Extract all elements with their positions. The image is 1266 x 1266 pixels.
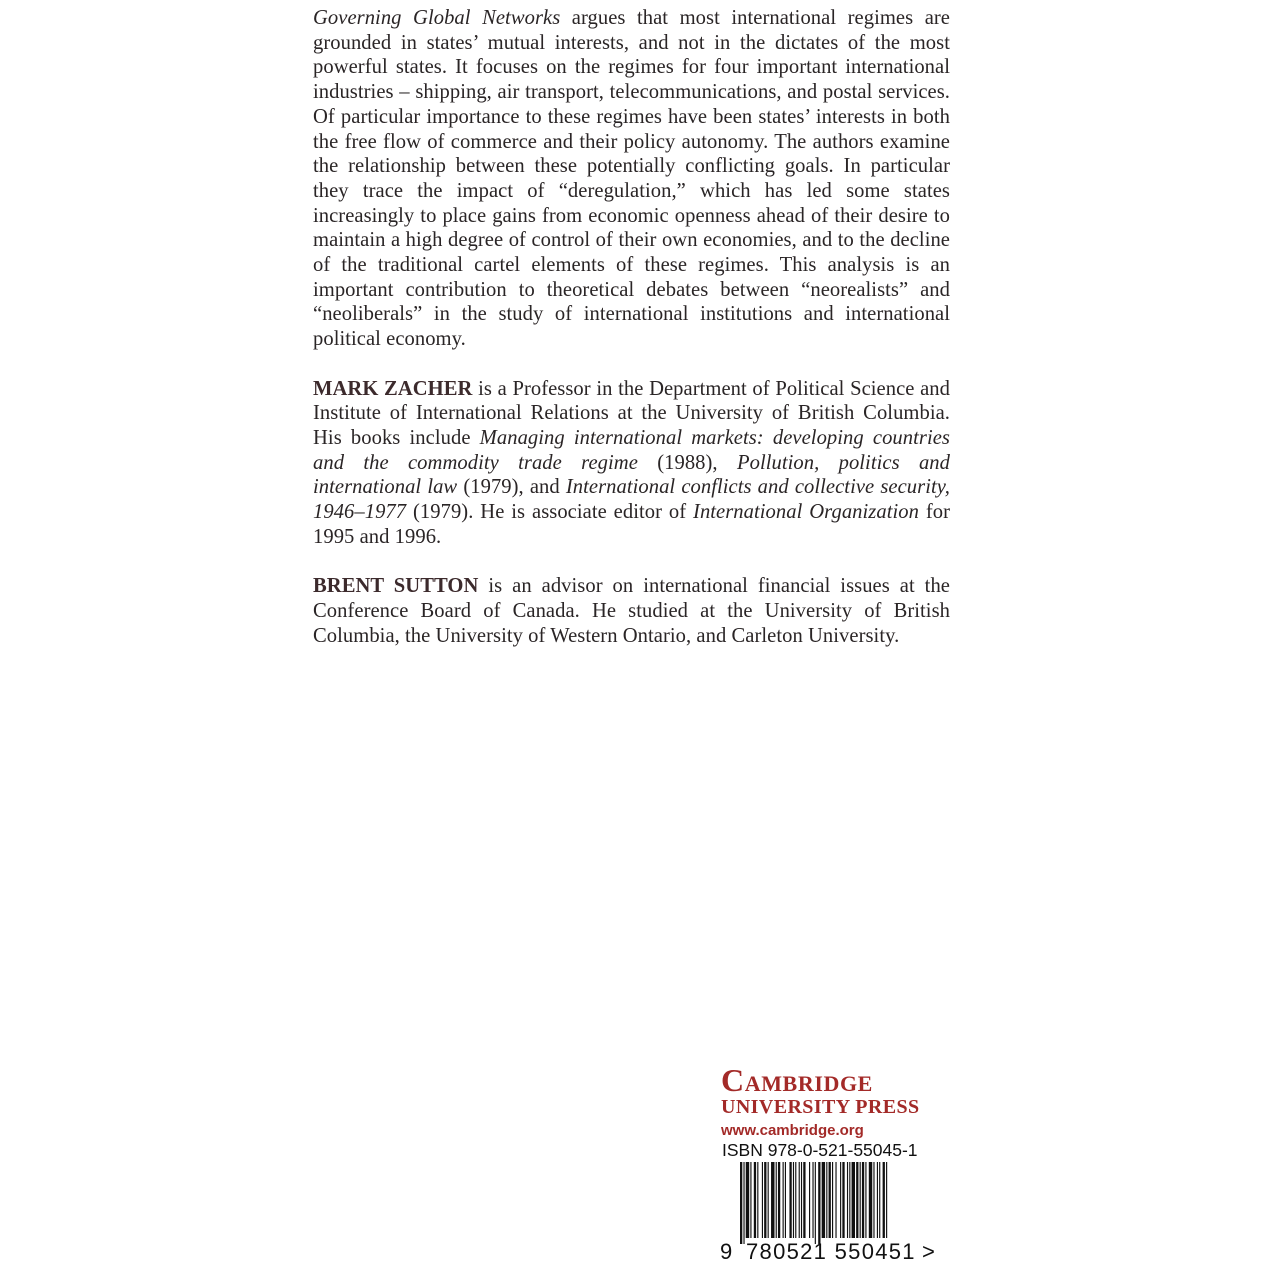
- publisher-subtitle: UNIVERSITY PRESS: [721, 1096, 920, 1118]
- bio-text: (1988),: [637, 451, 737, 474]
- description-text: argues that most international regimes are grounded in states’ mutual interests, and not in the dictates of the most powerful states. It focuses on the regimes for four important international industries – shipping, air transport, telecommunications, and postal services. Of particular importance to these regimes have been states’ interests in both the free flow of commerce and their policy autonomy. The authors examine the relationship between these potentially conflicting goals. In particular they trace the impact of “deregulation,” which has led some states increasingly to place gains from economic openness ahead of their desire to maintain a high degree of control of their own economies, and to the decline of the traditional cartel elements of these regimes. This analysis is an important contribution to theoretical debates between “neorealists” and “neoliberals” in the study of international institutions and international political economy.: [313, 7, 950, 351]
- book-title: Managing international markets: developing countries and the commodity trade regime: [313, 426, 950, 474]
- bio-text: (1979), and: [457, 476, 566, 499]
- publisher-url: www.cambridge.org: [721, 1122, 864, 1139]
- barcode-digit-first: 9: [720, 1239, 733, 1264]
- barcode-digits-rest: 780521 550451: [746, 1239, 916, 1264]
- barcode-arrow: >: [922, 1239, 935, 1264]
- publisher-name: Cambridge: [721, 1062, 873, 1098]
- book-title: International conflicts and collective security, 1946–1977: [313, 476, 950, 524]
- barcode-block: [720, 1140, 950, 1266]
- bio-text: (1979). He is associate editor of: [406, 501, 694, 524]
- book-title: Pollution, politics and international law: [313, 451, 950, 499]
- bio-text: is a Professor in the Department of Political Science and Institute of International Relations at the University of British Columbia. His books include: [313, 377, 950, 449]
- book-description: [313, 6, 950, 352]
- journal-title: International Organization: [693, 501, 919, 524]
- book-title: Governing Global Networks: [313, 7, 561, 29]
- barcode-image: [740, 1162, 930, 1244]
- publisher-logo: [721, 1063, 961, 1140]
- bio-text: is an advisor on international financial issues at the Conference Board of Canada. He studied at the University of British Columbia, the University of Western Ontario, and Carleton University.: [313, 575, 950, 647]
- isbn-label: ISBN 978-0-521-55045-1: [722, 1140, 918, 1160]
- bio-text: for 1995 and 1996.: [313, 501, 950, 548]
- author-bio-sutton: [313, 574, 950, 648]
- author-name: MARK ZACHER: [313, 377, 473, 400]
- back-cover-text: [313, 6, 950, 673]
- author-bio-zacher: [313, 377, 950, 550]
- author-name: BRENT SUTTON: [313, 575, 479, 598]
